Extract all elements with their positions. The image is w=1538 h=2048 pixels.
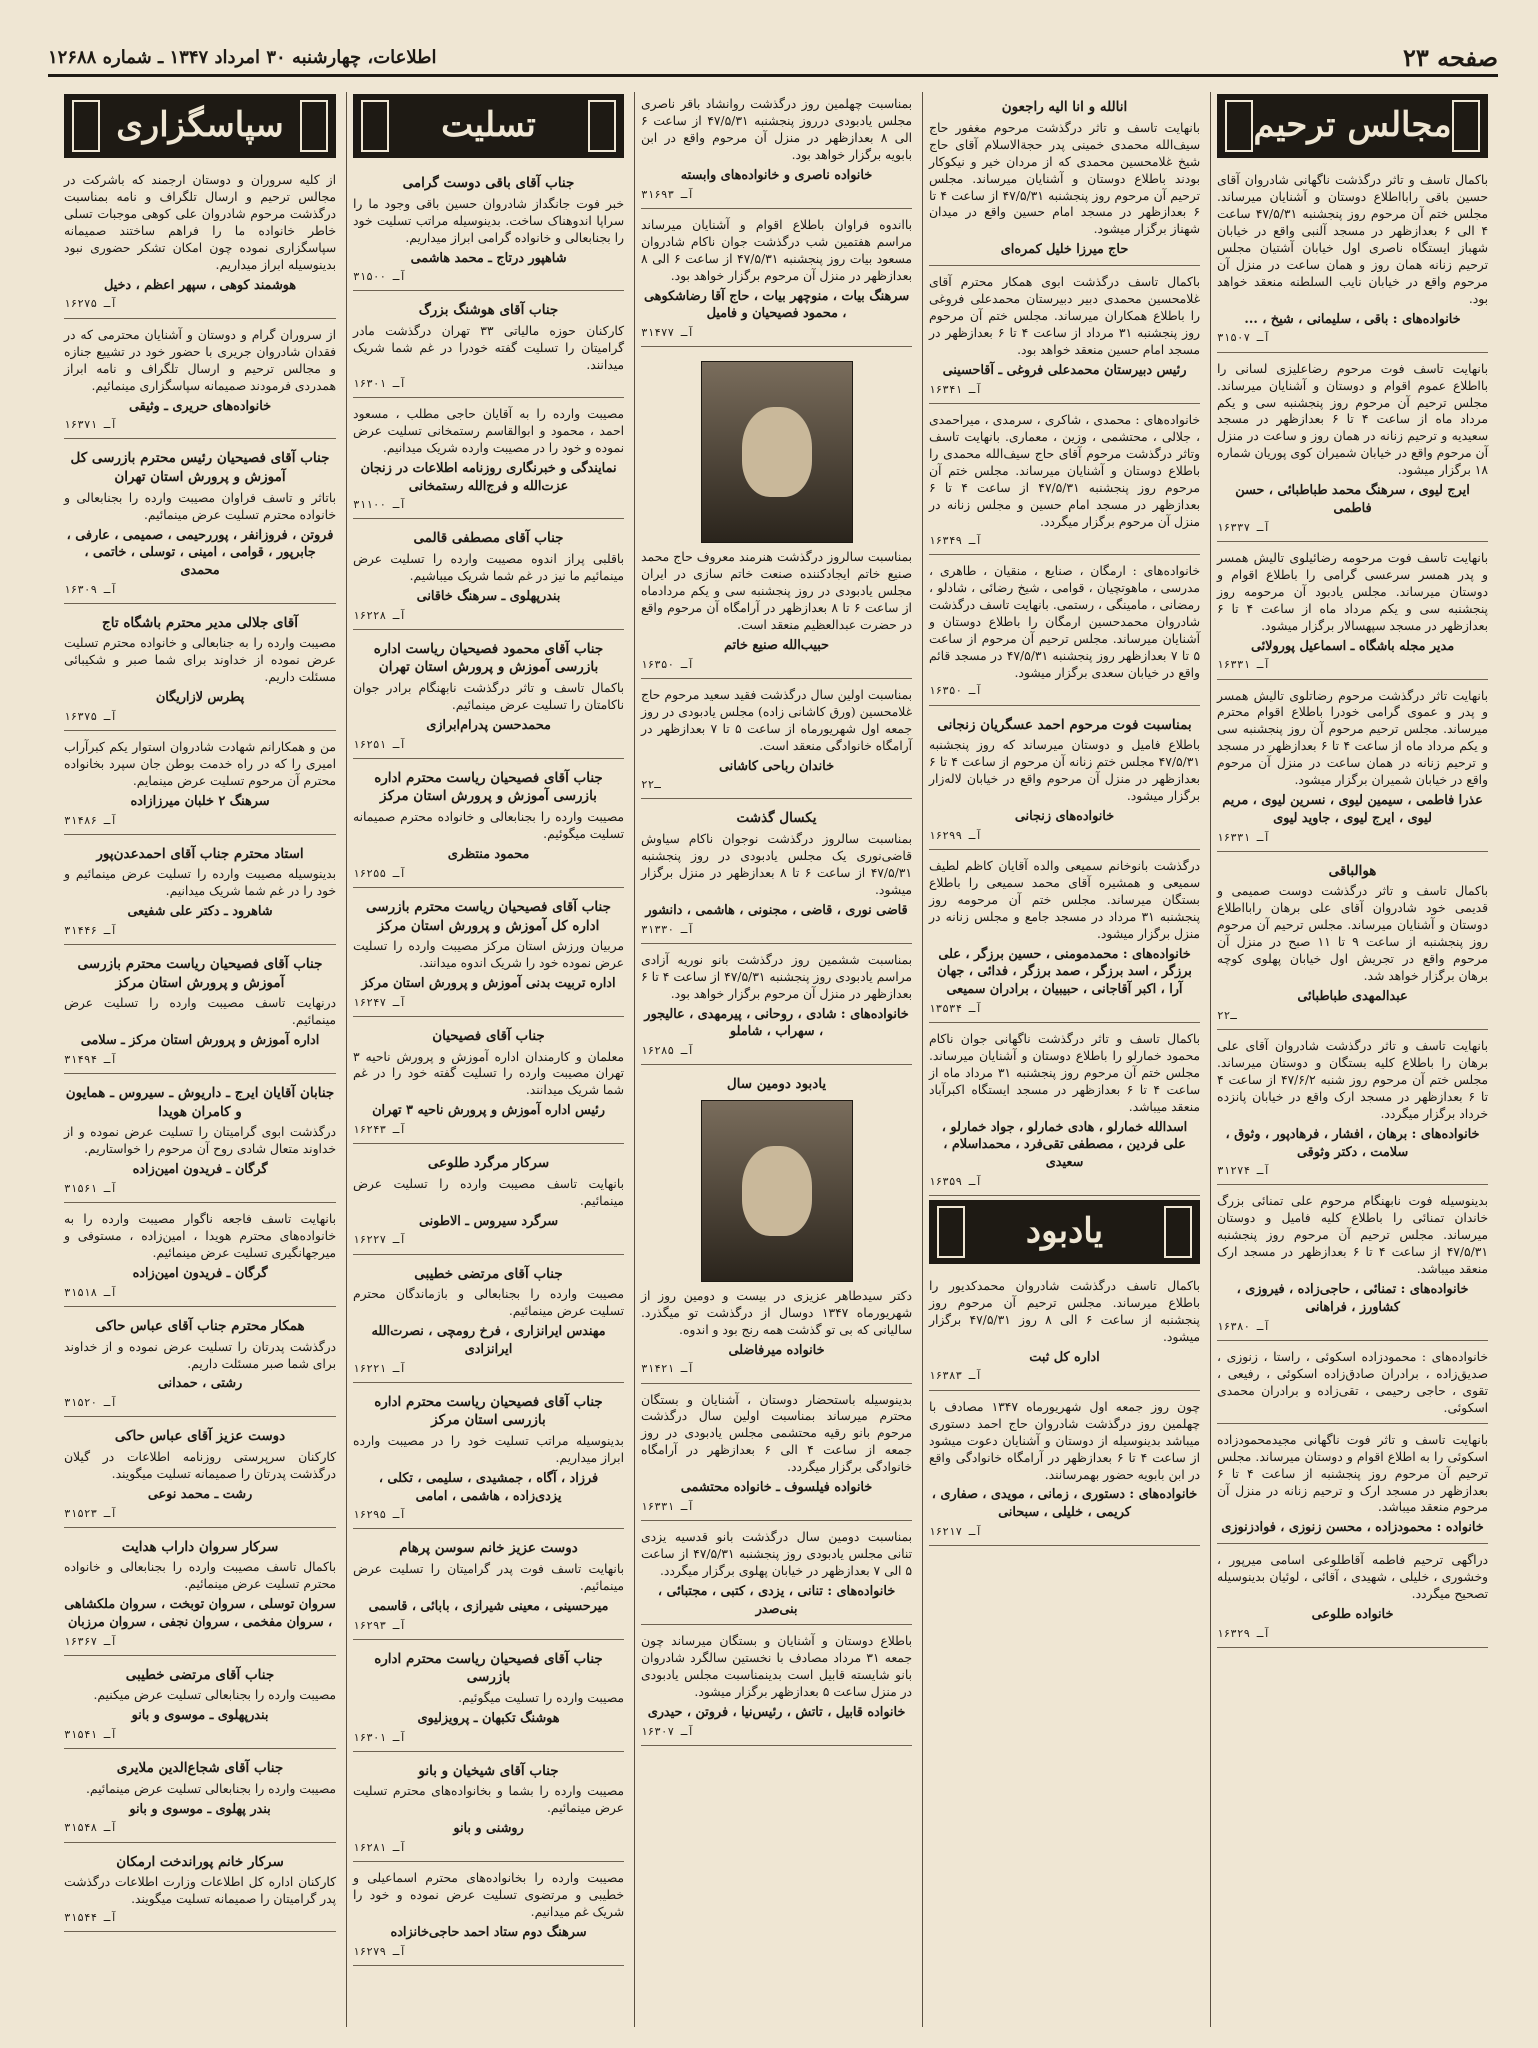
notice-body: بدینوسیله فوت نابهنگام مرحوم علی تمنائی بزرگ خاندان تمنائی را باطلاع کلیه فامیل و دوستان میرساند. مجلس ترحیم آن مرحوم روز پنجشنبه ۴۷/۵/۳۱ از ساعت ۴ تا ۶ بعدازظهر در مسجد ارک منعقد میباشد.: [1217, 1194, 1488, 1277]
notice: [641, 803, 912, 943]
notice-body: بمناسبت سالروز درگذشت نوجوان ناکام سیاوش قاضی‌نوری یک مجلس یادبودی در روز پنجشنبه ۴۷/۵/۳۱ از ساعت ۶ تا ۸ بعدازظهر در منزل برگزار میشود.: [641, 832, 912, 897]
notice-signature: ایرج لیوی ، سرهنگ محمد طباطبائی ، حسن فاطمی: [1235, 483, 1470, 517]
notice: [929, 408, 1200, 555]
notice: [353, 634, 624, 759]
notice-signature: خانواده ناصری و خانواده‌های وابسته: [680, 167, 873, 183]
notice: [64, 1532, 336, 1656]
notice-body: من و همکارانم شهادت شادروان استوار یکم کبرآراب امیری را که در راه خدمت بوطن جان سپرد بخانواده محترم آن مرحوم تسلیت عرض مینمایم.: [64, 740, 336, 788]
notice-title: سرکار مرگرد طلوعی: [427, 1155, 550, 1172]
notice: [353, 1866, 624, 1966]
notice-title: جناب آقای فصیحیان ریاست محترم اداره بازرسی آموزش و پرورش استان مرکز: [374, 769, 603, 805]
notice-signature: هوشنگ تکبهان ـ پرویزلیوی: [417, 1710, 560, 1726]
notice-signature: سرگرد سیروس ـ الاطونی: [418, 1213, 559, 1229]
notice: [353, 1387, 624, 1530]
notice-title: دوست عزیز خانم سوسن پرهام: [399, 1540, 578, 1557]
notice-body: چون روز جمعه اول شهریورماه ۱۳۴۷ مصادف با چهلمین روز درگذشت شادروان حاج احمد دستوری میباشد بدینوسیله از دوستان و آشنایان دعوت میشود از ساعت ۴ تا ۶ بعدازظهر در آرامگاه خانوادگی واقع در ابن بابویه حضور بهمرسانند.: [929, 1399, 1200, 1482]
notice-signature: مدیر مجله باشگاه ـ اسماعیل پورولائی: [1250, 638, 1455, 654]
notice-body: دکتر سیدطاهر عزیزی در بیست و دومین روز از شهریورماه ۱۳۴۷ دوسال از درگذشت تو میگذرد. سالیانی که بی تو گذشت همه رنج بود و اندوه.: [641, 1288, 912, 1337]
notice: [353, 295, 624, 398]
notice: [641, 1629, 912, 1746]
notice-title: جناب آقای شجاع‌الدین ملایری: [116, 1760, 284, 1777]
notice-signature: مهندس ایرانزاری ، فرخ رومچی ، نصرت‌الله ایرانزادی: [371, 1324, 606, 1357]
notice: [64, 1421, 336, 1527]
ad-code: ۳۱۵۴۱ آـ: [64, 1728, 117, 1741]
notice-body: مصیبت وارده را بجنابعالی و بازماندگان محترم تسلیت عرض مینمائیم.: [353, 1287, 624, 1319]
notice: [1217, 856, 1488, 1030]
notice-body: از سروران گرام و دوستان و آشنایان محترمی که در فقدان شادروان جریری با حضور خود در تشییع جنازه و مجالس ترحیم و ارسال تلگراف و نامه ابراز همدردی فرمودند صمیمانه سپاسگزاری مینمائیم.: [64, 327, 336, 393]
notice: [353, 1021, 624, 1144]
notice-title: استاد محترم جناب آقای احمدعدن‌پور: [96, 845, 304, 862]
notice: [64, 1078, 336, 1203]
ad-code: ۱۶۳۸۳ آـ: [929, 1369, 982, 1383]
notice-title: آقای جلالی مدیر محترم باشگاه تاج: [102, 614, 298, 631]
notice-body: بدینوسیله باستحضار دوستان ، آشنایان و بستگان محترم میرساند بمناسبت اولین سال درگذشت مرحوم بانو رقیه محتشمی مجلس یادبودی در روز جمعه از ساعت ۴ الی ۶ بعدازظهر در آرامگاه خانوادگی برگزار میگردد.: [641, 1392, 912, 1475]
notice-signature: خانواده‌های : دستوری ، زمانی ، مویدی ، صفاری ، کریمی ، خلیلی ، سبحانی: [931, 1487, 1198, 1521]
ad-code: ۱۶۲۹۵ آـ: [353, 1508, 406, 1522]
notice-signature: شاهپور درتاج ـ محمد هاشمی: [410, 250, 567, 266]
notice-body: باکمال تاسف درگذشت شادروان محمدکدیور را باطلاع میرساند. مجلس ترحیم آن مرحوم روز پنجشنبه از ساعت ۶ الی ۸ روز ۴۷/۵/۳۱ برگزار میشود.: [929, 1278, 1200, 1344]
notice: [929, 1274, 1200, 1391]
notice: [353, 402, 624, 519]
notice: [64, 168, 336, 319]
notice: [64, 443, 336, 603]
notice: [353, 1533, 624, 1639]
notice: [641, 1525, 912, 1625]
portrait-photo: [701, 1100, 853, 1282]
notice-title: جناب آقای مرتضی خطیبی: [414, 1265, 563, 1282]
notice-body: مصیبت وارده را تسلیت میگوئیم.: [458, 1691, 624, 1705]
notice: [641, 1388, 912, 1522]
notice-signature: هوشمند کوهی ، سپهر اعظم ، دخیل: [103, 277, 297, 293]
notice-title: جناب آقای فصیحیان: [432, 1027, 545, 1044]
notice-signature: خانواده‌های : برهان ، افشار ، فرهادپور ، وثوق ، سلامت ، دکتر وثوقی: [1225, 1126, 1480, 1160]
notice-body: خانواده‌های : محمودزاده اسکوئی ، راستا ، زنوزی ، صدیق‌زاده ، برادران صادق‌زاده اسکوئی ، رفیعی ، تقوی ، حاجی رحیمی ، تقی‌زاده و برادران محمدی اسکوئی.: [1217, 1349, 1488, 1415]
notice-title: یادبود دومین سال: [726, 1076, 827, 1093]
notice-signature: خانواده‌های : تنانی ، یزدی ، کتبی ، مجتبائی ، بنی‌صدر: [657, 1584, 896, 1617]
ad-code: ۳۱۵۰۰ آـ: [353, 270, 406, 284]
ad-code: ۳۱۵۲۰ آـ: [64, 1396, 117, 1410]
notice: [64, 1847, 336, 1933]
notice-body: بدینوسیله مصیبت وارده را تسلیت عرض مینمائیم و خود را در غم شما شریک میدانیم.: [64, 867, 336, 899]
notice-title: جناب آقای فصیحیان رئیس محترم بازرسی کل آموزش و پرورش استان تهران: [70, 450, 330, 485]
notice: [353, 523, 624, 629]
notice-title: بمناسبت فوت مرحوم احمد عسگریان زنجانی: [937, 716, 1192, 733]
notice: [1217, 546, 1488, 680]
notice: [929, 270, 1200, 404]
notice-signature: خانواده‌های : باقی ، سلیمانی ، شیخ ، ...: [1244, 311, 1461, 327]
notice-title: جناب آقای فصیحیان ریاست محترم بازرسی اداره کل آموزش و پرورش استان مرکز: [366, 898, 611, 934]
notice-signature: محمود منتظری: [447, 847, 530, 863]
ad-code: ۱۶۲۲۸ آـ: [353, 608, 406, 622]
notice: [929, 710, 1200, 850]
notice: [64, 1207, 336, 1307]
ad-code: ۳۱۴۷۷ آـ: [641, 325, 694, 339]
notice-body: بانهایت تاثر درگذشت مرحوم رضاتلوی تالیش همسر و پدر و عموی گرامی خودرا باطلاع اقوام محترم میرساند. مجلس ترحیم مرحوم آن روز پنجشنبه سی و یکم مرداد ماه از ساعت ۴ تا ۶ بعدازظهر در مسجد و ترحیم زنانه در همان ساعت در منزل آن مرحوم واقع در خیابان شمیران برگزار میشود.: [1217, 688, 1488, 788]
notice: [64, 1660, 336, 1749]
ad-code: ۳۱۶۹۳ آـ: [641, 187, 694, 201]
notice-signature: گرگان ـ فریدون امین‌زاده: [132, 1162, 268, 1178]
notice-signature: شاهرود ـ دکتر علی شفیعی: [127, 904, 273, 920]
notice-body: درگذشت بانوخانم سمیعی والده آقایان کاظم لطیف سمیعی و همشیره آقای محمد سمیعی را باطلاع بستگان میرساند. مجلس ختم آن مرحومه روز پنجشنبه ۳۱ مرداد در مسجد جامع و مجلس زنانه در منزل برگزار میشود.: [929, 858, 1200, 941]
notice-body: مصیبت وارده را به آقایان حاجی مطلب ، مسعود احمد ، محمود و ابوالقاسم رستمخانی تسلیت عرض نموده و خود را در مصیبت وارده شریک میدانیم.: [353, 407, 624, 455]
ad-code: ۱۶۳۴۹ آـ: [929, 533, 982, 547]
notice-signature: میرحسینی ، معینی شیرازی ، بابائی ، قاسمی: [368, 1598, 609, 1614]
notice-body: باکمال تاسف و تاثر درگذشت ناگهانی جوان ناکام محمود خمارلو را باطلاع دوستان و آشنایان میرساند. مجلس ختم آن مرحوم روز پنجشنبه ۳۱ مرداد ماه از ساعت ۴ تا ۶ بعدازظهر در مسجد ایستگاه اکبرآباد منعقد میباشد.: [929, 1031, 1200, 1114]
notice-title: جناب آقای فصیحیان ریاست محترم اداره بازرسی: [374, 1650, 603, 1686]
ad-code: ۱۶۲۴۷ آـ: [353, 995, 406, 1009]
notice-signature: خانواده‌های : تمنائی ، حاجی‌زاده ، فیروزی ، کشاورز ، فراهانی: [1236, 1282, 1469, 1315]
ad-code: ۱۶۲۵۵ آـ: [353, 866, 406, 880]
notice: [353, 763, 624, 888]
notice: [929, 1395, 1200, 1546]
notice-title: جناب آقای فصیحیان ریاست محترم بازرسی آموزش و پرورش استان مرکز: [77, 956, 323, 991]
ad-code: ۱۶۳۵۹ آـ: [929, 1174, 982, 1188]
notice: [1217, 1345, 1488, 1424]
notice-body: بانهایت تاسف مصیبت وارده را تسلیت عرض مینمائیم.: [353, 1176, 624, 1208]
notice: [929, 92, 1200, 266]
notice-signature: اداره تربیت بدنی آموزش و پرورش استان مرکز: [361, 976, 616, 992]
notice-body: باتاثر و تاسف فراوان مصیبت وارده را بجنابعالی و خانواده محترم تسلیت عرض مینمائیم.: [64, 490, 336, 522]
ad-code: ۱۶۳۷۱ آـ: [64, 418, 117, 432]
ad-code: ۱۶۳۰۹ آـ: [64, 582, 117, 596]
notice-body: دراگهی ترحیم فاطمه آقاطلوعی اسامی میرپور ، وخشوری ، خلیلی ، شهیدی ، آقائی ، لوئیان بدینوسیله تصحیح میگردد.: [1217, 1553, 1488, 1602]
notice-body: کارکنان حوزه مالیاتی ۳۳ تهران درگذشت مادر گرامیتان را تسلیت گفته خودرا در غم شما شریک میدانند.: [353, 323, 624, 372]
notice-body: بانهایت تاسف فوت پدر گرامیتان را تسلیت عرض مینمائیم.: [353, 1561, 624, 1593]
ad-code: ۳۱۴۹۴ آـ: [64, 1053, 117, 1066]
notice-body: مصیبت وارده را به جنابعالی و خانواده محترم تسلیت عرض نموده از خداوند برای شما صبر و شکیبائی مسئلت داریم.: [64, 636, 336, 685]
notice: [641, 948, 912, 1065]
notice-body: بانهایت تاسف فوت مرحوم رضاعلیزی لسانی را بااطلاع عموم اقوام و دوستان و آشنایان میرساند. مجلس ترحیم آن مرحوم روز پنجشنبه سی و یکم مرداد ماه از ساعت ۴ تا ۶ بعدازظهر در مسجد سعیدیه و ترحیم زنانه در همان روز و ساعت در منزل آن مرحوم واقع در خیابان شمیران کوی پوریان شماره ۱۸ برگزار میشود.: [1217, 361, 1488, 478]
ad-code: ۱۶۲۵۱ آـ: [353, 737, 406, 751]
notice: [929, 559, 1200, 706]
ad-code: ۳۱۴۴۶ آـ: [64, 923, 117, 937]
ad-code: ۱۶۲۹۹ آـ: [929, 828, 982, 842]
notice: [1217, 1548, 1488, 1648]
notice-signature: خانواده‌های زنجانی: [1014, 809, 1115, 825]
notice-body: درگذشت ابوی گرامیتان را تسلیت عرض نموده و از خداوند متعال شادی روح آن مرحوم را خواستاریم.: [64, 1125, 336, 1157]
notice: [64, 323, 336, 440]
notice-body: بمناسبت دومین سال درگذشت بانو قدسیه یزدی تنانی مجلس یادبودی روز پنجشنبه ۴۷/۵/۳۱ از ساعت ۵ الی ۷ بعدازظهر در خیابان پهلوی برگزار میگردد.: [641, 1530, 913, 1579]
notice-body: درنهایت تاسف مصیبت وارده را تسلیت عرض مینمائیم.: [64, 996, 336, 1028]
page-header: [48, 40, 1498, 77]
ad-code: ۱۶۳۷۵ آـ: [64, 709, 117, 723]
notice-body: بانهایت تاسف و تاثر درگذشت مرحوم مغفور حاج سیف‌الله محمدی خمینی پدر حجةالاسلام آقای حاج شیخ غلامحسین محمدی که از مردان خیر و نیکوکار بودند باطلاع دوستان و آشنایان میرساند. مجلس ترحیم آن مرحوم روز پنجشنبه ۴۷/۵/۳۱ از ساعت ۴ تا ۶ بعدازظهر در مسجد امام حسین واقع در میدان شهناز برگزار میشود.: [929, 120, 1200, 237]
notice-signature: اسدالله خمارلو ، هادی خمارلو ، جواد خمارلو ، علی فردین ، مصطفی تقی‌فرد ، محمداسلام ، سعیدی: [941, 1119, 1188, 1171]
notice-signature: عذرا فاطمی ، سیمین لیوی ، نسرین لیوی ، مریم لیوی ، ایرج لیوی ، جاوید لیوی: [1222, 793, 1483, 826]
notice: [1217, 168, 1488, 353]
notice-title: جناب آقای مرتضی خطیبی: [125, 1666, 275, 1683]
ad-code: ۳۱۵۴۴ آـ: [64, 1911, 117, 1925]
notice-body: باقلبی پراز اندوه مصیبت وارده را تسلیت عرض مینمائیم ما نیز در غم شما شریک میباشیم.: [353, 552, 624, 584]
ad-code: ۱۶۲۹۳ آـ: [353, 1618, 406, 1632]
notice-body: بانهایت تاسف و تاثر درگذشت شادروان آقای علی برهان را باطلاع کلیه بستگان و دوستان میرساند. مجلس ختم آن مرحوم روز شنبه ۴۷/۶/۲ از ساعت ۴ تا ۶ بعدازظهر در مسجد ارک واقع در خیابان پانزده خرداد برگزار میگردد.: [1217, 1039, 1488, 1121]
notice-body: بانهایت تاسف فوت مرحومه رضائیلوی تالیش همسر و پدر همسر سرعسی گرامی را باطلاع اقوام و دوستان میرساند. مجلس یادبود آن مرحومه روز پنجشنبه سی و یکم مرداد ماه از ساعت ۴ تا ۶ بعدازظهر در مسجد سپهسالار برگزار میشود.: [1217, 550, 1488, 633]
notice-body: معلمان و کارمندان اداره آموزش و پرورش ناحیه ۳ تهران مصیبت وارده را تسلیت گفته خود را در غم شما شریک میدانند.: [353, 1049, 624, 1098]
notice: [353, 1148, 624, 1254]
notice: [641, 92, 912, 209]
ad-code: ۱۶۳۵۰ آـ: [929, 684, 982, 698]
notice-signature: خانواده‌های حریری ـ وثیقی: [128, 398, 272, 414]
notice-body: مربیان ورزش استان مرکز مصیبت وارده را تسلیت عرض نموده خود را شریک اندوه میدانند.: [353, 939, 624, 971]
notice-signature: نمایندگی و خبرنگاری روزنامه اطلاعات در زنجان عزت‌الله و فرج‌الله رستمخانی: [360, 460, 617, 494]
notice-body: خانواده‌های : ارمگان ، صنایع ، منقیان ، طاهری ، مدرسی ، ماهوتچیان ، قوامی ، شیخ رضائی ، شادلو ، رمضانی ، مامینگی ، رستمی. بانهایت تاسف درگذشت شادروان محمدحسین ارمگان را باطلاع دوستان و آشنایان میرساند. مجلس ترحیم آن مرحوم از ساعت ۵ تا ۷ بعدازظهر روز پنجشنبه ۴۷/۵/۳۱ در مسجد قائم واقع در خیابان سعدی برگزار میشود.: [929, 563, 1200, 680]
ad-code: ۱۶۳۳۷ آـ: [1217, 520, 1270, 534]
notice-signature: خانواده‌های : شادی ، روحانی ، پیرمهدی ، عالیجور ، سهراب ، شاملو: [644, 1006, 909, 1040]
notice-body: مصیبت وارده را بجنابعالی و خانواده محترم صمیمانه تسلیت میگوئیم.: [353, 810, 624, 842]
notice-title: جناب آقای محمود فصیحیان ریاست اداره بازرسی آموزش و پرورش استان تهران: [373, 640, 604, 676]
section-banner-taslit: تسلیت: [353, 94, 624, 158]
ad-code: ۱۶۲۸۵ آـ: [641, 1043, 694, 1057]
notice: [1217, 684, 1488, 852]
ad-code: ۳۱۲۷۴ آـ: [1217, 1164, 1270, 1178]
notice-signature: خانواده فیلسوف ـ خانواده محتشمی: [680, 1480, 873, 1496]
notice: [1217, 357, 1488, 542]
issue-line: اطلاعات، چهارشنبه ۳۰ امرداد ۱۳۴۷ ـ شماره ۱۲۶۸۸: [48, 46, 437, 68]
ad-code: ۳۱۵۱۸ آـ: [64, 1285, 117, 1299]
ad-code: ۳۱۱۰۰ آـ: [353, 498, 406, 512]
notice: [64, 1753, 336, 1842]
page-number: صفحه ۲۳: [1402, 42, 1498, 72]
notice-body: مصیبت وارده را بشما و بخانواده‌های محترم تسلیت عرض مینمائیم.: [353, 1784, 624, 1816]
ad-code: ۱۶۳۸۰ آـ: [1217, 1319, 1270, 1333]
notice-body: مصیبت وارده را بجنابعالی تسلیت عرض میکنیم.: [93, 1688, 336, 1703]
notice-body: باکمال تاسف مصیبت وارده را بجنابعالی و خانواده محترم تسلیت عرض مینمائیم.: [64, 1560, 336, 1592]
notice-signature: خانواده‌های : محمدمومنی ، حسین برزگر ، علی برزگر ، اسد برزگر ، صمد برزگر ، فدائی ، جهان‌ آرا ، اکبر آقاجانی ، حبیبیان ، برادران سمیعی: [937, 946, 1192, 998]
notice-body: باطلاع فامیل و دوستان میرساند که روز پنجشنبه ۴۷/۵/۳۱ مجلس ختم زنانه آن مرحوم از ساعت ۴ تا ۶ بعدازظهر در منزل آن مرحوم واقع در خیابان لاله‌زار برگزار میشود.: [929, 738, 1200, 804]
ad-code: ۱۶۲۲۱ آـ: [353, 1361, 406, 1375]
notice-signature: روشنی و بانو: [453, 1821, 524, 1837]
notice-signature: بندرپهلوی ـ سرهنگ خاقانی: [416, 589, 561, 605]
notice: [64, 608, 336, 731]
notice-signature: رئیس اداره آموزش و پرورش ناحیه ۳ تهران: [372, 1103, 605, 1119]
notice-title: جناب آقای هوشنگ بزرگ: [418, 302, 559, 319]
notice-body: کارکنان سرپرستی روزنامه اطلاعات در گیلان درگذشت پدرتان را صمیمانه تسلیت میگویند.: [64, 1449, 336, 1481]
notice-signature: خانواده قابیل ، تاتش ، رئیس‌نیا ، فروتن ، حیدری: [647, 1705, 906, 1721]
notice-title: جناب آقای باقی دوست گرامی: [402, 175, 575, 191]
ad-code: ۱۶۲۷۵ آـ: [64, 297, 117, 311]
portrait-face: [742, 1146, 812, 1236]
notice-body: بانهایت تاسف و تاثر فوت ناگهانی مجیدمحمودزاده اسکوئی را به اطلاع اقوام و دوستان میرساند. مجلس ترحیم آن مرحوم روز پنجشنبه از ساعت ۴ تا ۶ بعدازظهر در مسجد ارک و ترحیم زنانه در منزل آن مرحوم منعقد میباشد.: [1217, 1432, 1488, 1515]
notice-signature: بندرپهلوی ـ موسوی و بانو: [131, 1708, 269, 1724]
portrait-photo: [701, 361, 853, 543]
ad-code: ۳۱۵۶۱ آـ: [64, 1182, 117, 1196]
notice: [64, 735, 336, 835]
notice-signature: سروان توسلی ، سروان توبخت ، سروان ملکشاهی ، سروان مفخمی ، سروان نجفی ، سروان مرزبان: [64, 1597, 336, 1630]
notice-signature: سرهنگ بیات ، منوچهر بیات ، حاج آقا رضاشکوهی ، محمود فصیحیان و فامیل: [643, 288, 910, 322]
ad-code: ۱۶۲۲۷ آـ: [353, 1233, 406, 1247]
column-tarhim-1: [1210, 92, 1494, 2027]
notice-signature: قاضی نوری ، قاضی ، مجنونی ، هاشمی ، دانشور: [645, 902, 908, 918]
ad-code: ۳۱۳۳۰ آـ: [641, 922, 694, 936]
notice-signature: عبدالمهدی طباطبائی: [1297, 989, 1408, 1005]
ad-code: ۲ـ۲: [1217, 1008, 1237, 1022]
ad-code: ۳۱۴۸۶ آـ: [64, 813, 117, 827]
ad-code: ۱۶۳۳۱ آـ: [641, 1500, 694, 1514]
notice-signature: سرهنگ ۲ خلبان میرزازاده: [130, 793, 270, 809]
notice: [641, 683, 912, 800]
portrait-face: [742, 407, 812, 497]
notice: [641, 351, 912, 679]
ad-code: ۳۱۴۲۱ آـ: [641, 1362, 694, 1376]
column-yadbud-notices: [634, 92, 918, 2027]
ad-code: ۲ـ۲: [641, 778, 661, 792]
ad-code: ۱۶۳۶۷ آـ: [64, 1634, 117, 1648]
notice: [353, 168, 624, 291]
notice: [353, 892, 624, 1017]
notice-body: بانهایت تاسف فاجعه ناگوار مصیبت وارده را به خانواده‌های محترم هویدا ، امین‌زاده ، مستوفی و میرجهانگیری تسلیت عرض مینمائیم.: [64, 1212, 336, 1261]
notice-title: جناب آقای فصیحیان ریاست محترم اداره بازرسی استان مرکز: [374, 1393, 603, 1429]
notice-body: خانواده‌های : محمدی ، شاکری ، سرمدی ، میراحمدی ، جلالی ، محتشمی ، وزین ، معماری. بانهایت تاسف وتاثر درگذشت مرحوم آقای حاج سیف‌الله محمدی را باطلاع دوستان و آشنایان میرساند. مجلس ختم آن مرحوم روز پنجشنبه ۴۷/۵/۳۱ از ساعت ۴ تا ۶ بعدازظهر در مسجد امام حسین و مجلس زنانه در منزل آن مرحوم برگزار میگردد.: [929, 412, 1200, 529]
ad-code: ۳۱۵۴۸ آـ: [64, 1821, 117, 1835]
ad-code: ۳۱۵۲۳ آـ: [64, 1506, 117, 1520]
notice-signature: خانواده طلوعی: [1311, 1607, 1394, 1623]
notice-signature: رئیس دبیرستان محمدعلی فروغی ـ آقاحسینی: [942, 362, 1187, 378]
ad-code: ۱۶۳۰۷ آـ: [641, 1724, 694, 1738]
section-banner-sepas: سپاسگزاری: [64, 94, 336, 158]
notice: [64, 839, 336, 945]
notice-signature: حاج میرزا خلیل کمره‌ای: [1000, 242, 1129, 258]
notice-body: باکمال تاسف و تاثر درگذشت دوست صمیمی و قدیمی خود شادروان آقای علی برهان رابااطلاع دوستان و آشنایان میرساند. مجلس ترحیم آن مرحوم روز پنجشنبه از ساعت ۹ تا ۱۱ صبح در منزل آن مرحوم واقع در تجریش اول خیابان پهلوی کوچه برهان برگزار خواهد شد.: [1217, 884, 1488, 984]
ad-code: ۱۶۳۰۱ آـ: [353, 376, 406, 390]
notice: [353, 1644, 624, 1752]
ad-code: ۱۶۲۷۹ آـ: [353, 1944, 406, 1958]
notice-title: سرکار خانم پوراندخت ارمکان: [116, 1853, 284, 1870]
notice-body: بدینوسیله مراتب تسلیت خود را در مصیبت وارده ابراز میداریم.: [353, 1433, 624, 1465]
notice-title: انالله و انا الیه راجعون: [1001, 99, 1128, 115]
notice-signature: اداره آموزش و پرورش استان مرکز ـ سلامی: [80, 1033, 320, 1049]
notice-title: هوالباقی: [1328, 862, 1377, 879]
notice: [641, 1069, 912, 1383]
ad-code: ۱۶۳۰۱ آـ: [353, 1730, 406, 1744]
notice-body: بمناسبت سالروز درگذشت هنرمند معروف حاج محمد صنیع خاتم ایجادکننده صنعت خاتم سازی در ایران مجلس یادبودی در روز پنجشنبه سی و یکم مردادماه از ساعت ۶ تا ۸ بعدازظهر در آرامگاه آن مرحوم واقع در حضرت عبدالعظیم منعقد است.: [641, 550, 912, 632]
ad-code: ۱۶۳۲۹ آـ: [1217, 1626, 1270, 1640]
notice: [1217, 1428, 1488, 1545]
notice: [353, 1756, 624, 1862]
columns: [54, 92, 1494, 2027]
notice-body: باکمال تاسف و تاثر درگذشت ناگهانی شادروان آقای حسین باقی رابااطلاع دوستان و آشنایان میرساند. مجلس ختم آن مرحوم روز پنجشنبه ۴۷/۵/۳۱ ساعت ۴ الی ۶ بعدازظهر در مسجد آلنبی واقع در خیابان شهباز ایستگاه ناصری اول خیابان آشتیان مجلس ترحیم زنانه همان روز و همان ساعت در منزل آن مرحوم واقع در خیابان نایب السلطنه منعقد خواهد بود.: [1217, 173, 1489, 306]
notice-signature: اداره کل ثبت: [1029, 1349, 1100, 1365]
notice-signature: گرگان ـ فریدون امین‌زاده: [132, 1266, 268, 1282]
notice: [1217, 1189, 1488, 1340]
notice: [641, 213, 912, 347]
notice-title: جناب آقای شیخیان و بانو: [418, 1762, 559, 1779]
column-sepas: [58, 92, 342, 2027]
notice-body: مصیبت وارده را بجنابعالی تسلیت عرض مینمائیم.: [85, 1781, 336, 1796]
notice: [64, 949, 336, 1074]
notice: [64, 1311, 336, 1417]
notice-title: همکار محترم جناب آقای عباس حاکی: [95, 1317, 305, 1334]
ad-code: ۱۶۳۵۰ آـ: [641, 657, 694, 671]
notice-signature: محمدحسن پدرام‌ابرازی: [426, 718, 551, 734]
notice-signature: پطرس لازاریگان: [155, 690, 245, 706]
section-banner-tarhim: مجالس ترحیم: [1217, 94, 1488, 158]
ad-code: ۱۶۳۳۱ آـ: [1217, 658, 1270, 672]
notice-signature: رشت ـ محمد نوعی: [147, 1486, 253, 1502]
notice-signature: رشتی ، حمدانی: [157, 1376, 243, 1392]
notice-body: باکمال تاسف و تاثر درگذشت نابهنگام برادر جوان ناکامتان را تسلیت عرض مینمائیم.: [353, 681, 624, 713]
notice-body: بااندوه فراوان باطلاع اقوام و آشنایان میرساند مراسم هفتمین شب درگذشت جوان ناکام شادروان مسعود بیات روز پنجشنبه ۴۷/۵/۳۱ از ساعت ۶ الی ۸ بعدازظهر در منزل آن مرحوم برگزار خواهد بود.: [641, 217, 913, 283]
notice-body: بمناسبت ششمین روز درگذشت بانو نوریه آزادی مراسم یادبودی روز پنجشنبه ۴۷/۵/۳۱ از ساعت ۴ تا ۶ بعدازظهر در منزل آن مرحوم برگزار خواهد بود.: [641, 952, 912, 1001]
notice-body: بمناسبت اولین سال درگذشت فقید سعید مرحوم حاج غلامحسین (ورق کاشانی زاده) مجلس یادبودی در روز جمعه اول شهریورماه از ساعت ۵ تا ۷ بعدازظهر در آرامگاه خانوادگی منعقد است.: [641, 687, 912, 753]
notice-signature: خاندان رباحی کاشانی: [718, 758, 834, 774]
notice-signature: خانواده میرفاضلی: [728, 1342, 825, 1358]
column-taslit: [346, 92, 630, 2027]
notice-signature: فروتن ، فروزانفر ، پوررحیمی ، صمیمی ، عارفی ، جابرپور ، قوامی ، امینی ، توسلی ، خاتمی ، محمدی: [66, 527, 334, 578]
notice-body: کارکنان اداره کل اطلاعات وزارت اطلاعات درگذشت پدر گرامیتان را صمیمانه تسلیت میگویند.: [64, 1875, 336, 1907]
notice: [353, 1259, 624, 1383]
notice-body: باکمال تاسف درگذشت ابوی همکار محترم آقای غلامحسین محمدی دبیر دبیرستان محمدعلی فروغی را باطلاع همکاران میرساند. مجلس ختم آن مرحوم روز پنجشنبه ۳۱ مرداد از ساعت ۴ تا ۶ بعدازظهر در مسجد امام حسین منعقد خواهد بود.: [929, 275, 1200, 357]
notice-title: جنابان آقایان ایرج ـ داریوش ـ سیروس ـ همایون و کامران هویدا: [65, 1085, 335, 1120]
column-tarhim-2: [922, 92, 1206, 2027]
ad-code: ۱۶۳۳۱ آـ: [1217, 830, 1270, 844]
notice-signature: فرزاد ، آگاه ، جمشیدی ، سلیمی ، تکلی ، یزدی‌زاده ، هاشمی ، امامی: [378, 1470, 599, 1504]
notice: [929, 1027, 1200, 1196]
notice-title: دوست عزیز آقای عباس حاکی: [114, 1428, 286, 1445]
notice-signature: سرهنگ دوم ستاد احمد حاجی‌خانزاده: [390, 1925, 587, 1941]
ad-code: ۱۶۳۴۱ آـ: [929, 382, 982, 396]
notice-signature: بندر پهلوی ـ موسوی و بانو: [129, 1801, 271, 1817]
section-banner-yadbud: یادبود: [929, 1200, 1200, 1264]
ad-code: ۱۶۲۴۳ آـ: [353, 1123, 406, 1137]
notice: [1217, 1034, 1488, 1185]
ad-code: ۱۳۵۳۴ آـ: [929, 1001, 982, 1015]
notice-body: درگذشت پدرتان را تسلیت عرض نموده و از خداوند برای شما صبر مسئلت داریم.: [64, 1339, 336, 1371]
ad-code: ۱۶۲۸۱ آـ: [353, 1841, 406, 1855]
notice-body: مصیبت وارده را بخانواده‌های محترم اسماعیلی و خطیبی و مرتضوی تسلیت عرض نموده و خود را شریک غم میدانیم.: [353, 1871, 624, 1920]
ad-code: ۳۱۵۰۷ آـ: [1217, 331, 1270, 345]
ad-code: ۱۶۲۱۷ آـ: [929, 1524, 982, 1538]
notice-body: از کلیه سروران و دوستان ارجمند که باشرکت در مجالس ترحیم و ارسال تلگراف و نامه بمناسبت درگذشت مرحوم شادروان علی کوهی موجبات تسلی خاطر خانواده ما را فراهم ساختند صمیمانه سپاسگزاری نموده چون امکان تشکر حضوری نبود بدینوسیله ابراز میداریم.: [64, 173, 336, 272]
notice-body: خبر فوت جانگداز شادروان حسین باقی وجود ما را سراپا اندوهناک ساخت. بدینوسیله مراتب تسلیت خود را بجنابعالی و خانواده گرامی ابراز میداریم.: [353, 196, 624, 245]
notice: [929, 854, 1200, 1023]
notice-title: جناب آقای مصطفی قالمی: [413, 530, 564, 547]
notice-signature: حبیب‌الله صنیع خاتم: [724, 637, 829, 653]
notice-signature: خانواده : محمودزاده ، محسن زنوزی ، فوادزنوزی: [1221, 1520, 1484, 1536]
notice-title: سرکار سروان داراب هدایت: [121, 1538, 279, 1555]
notice-title: یکسال گذشت: [736, 810, 817, 827]
notice-body: بمناسبت چهلمین روز درگذشت روانشاد باقر ناصری مجلس یادبودی درروز پنجشنبه ۴۷/۵/۳۱ از ساعت ۶ الی ۸ بعدازظهر در منزل آن مرحوم واقع در ابن بابویه برگزار خواهد بود.: [641, 97, 913, 162]
notice-body: باطلاع دوستان و آشنایان و بستگان میرساند چون جمعه ۳۱ مرداد مصادف با نخستین سالگرد شادروان بانو شایسته قابیل است بدینمناسبت مجلس یادبودی در منزل ساعت ۵ بعدازظهر برگزار میشود.: [641, 1634, 912, 1700]
